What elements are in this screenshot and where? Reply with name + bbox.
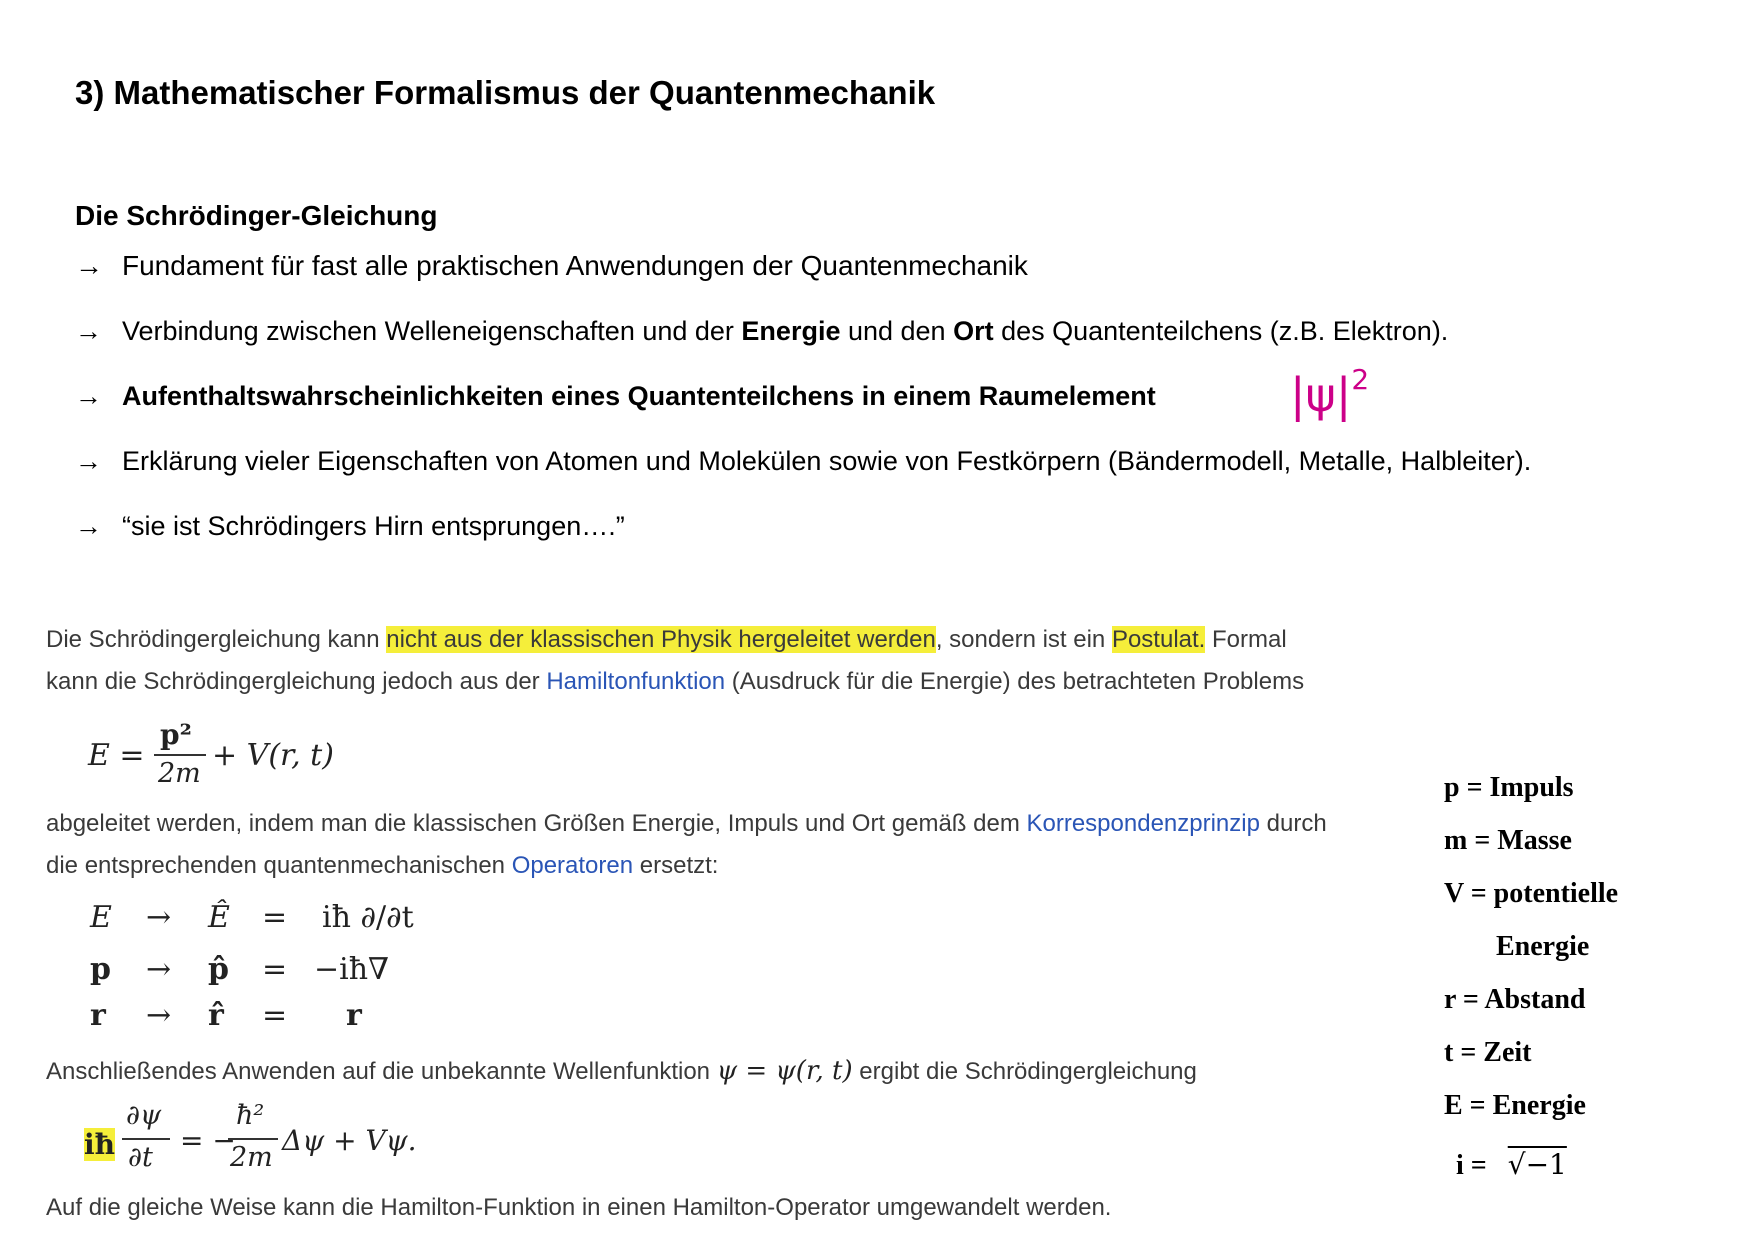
- bullet-erklaerung: → Erklärung vieler Eigenschaften von Atomen und Molekülen sowie von Festkörpern (Bändermodell, Metalle, Halbleiter).: [75, 446, 1532, 476]
- legend-i: i = √−1: [1456, 1148, 1567, 1181]
- link-korrespondenzprinzip[interactable]: Korrespondenzprinzip: [1026, 810, 1260, 837]
- excerpt-line-5: Anschließendes Anwenden auf die unbekannte Wellenfunktion ψ = ψ(r, t) ergibt die Schrödingergleichung: [46, 1056, 1197, 1086]
- bullet-fundament: → Fundament für fast alle praktischen Anwendungen der Quantenmechanik: [75, 250, 1028, 281]
- excerpt-line-2: kann die Schrödingergleichung jedoch aus der Hamiltonfunktion (Ausdruck für die Energie) des betrachteten Problems: [46, 668, 1305, 695]
- arrow-icon: →: [75, 250, 103, 281]
- arrow-icon: →: [75, 446, 102, 476]
- excerpt-line-3: abgeleitet werden, indem man die klassischen Größen Energie, Impuls und Ort gemäß dem Korrespondenzprinzip durch: [46, 810, 1327, 837]
- equation-schroedinger: iħ ∂ψ ∂t = − ħ² 2m Δψ + Vψ.: [84, 1100, 417, 1173]
- fraction-bar: [154, 754, 206, 756]
- highlight-postulat: Postulat.: [1111, 626, 1206, 653]
- section-heading: Die Schrödinger-Gleichung: [75, 200, 438, 231]
- legend-v: V = potentielle: [1444, 878, 1619, 909]
- legend-m: m = Masse: [1444, 825, 1572, 856]
- fraction-bar: [122, 1138, 170, 1140]
- highlight-ih: iħ: [84, 1128, 115, 1161]
- bullet-verbindung: → Verbindung zwischen Welleneigenschaften und der Energie und den Ort des Quantenteilchens (z.B. Elektron).: [75, 316, 1449, 346]
- arrow-icon: →: [75, 381, 102, 411]
- page-title: 3) Mathematischer Formalismus der Quantenmechanik: [75, 74, 936, 111]
- highlight-herleitung: nicht aus der klassischen Physik hergeleitet werden: [386, 626, 936, 653]
- excerpt-line-1: Die Schrödingergleichung kann nicht aus der klassischen Physik hergeleitet werden, sondern ist ein Postulat. Formal: [46, 626, 1287, 653]
- link-hamiltonfunktion[interactable]: Hamiltonfunktion: [546, 668, 726, 695]
- legend-v-cont: Energie: [1496, 931, 1590, 962]
- excerpt-line-6: Auf die gleiche Weise kann die Hamilton-Funktion in einen Hamilton-Operator umgewandelt werden.: [46, 1194, 1112, 1221]
- bullet-aufenthalt: → Aufenthaltswahrscheinlichkeiten eines Quantenteilchens in einem Raumelement: [75, 381, 1156, 411]
- bullet-zitat: → “sie ist Schrödingers Hirn entsprungen….”: [75, 511, 625, 541]
- legend-e: E = Energie: [1444, 1090, 1586, 1121]
- legend-p: p = Impuls: [1444, 772, 1574, 803]
- sqrt-icon: √−1: [1507, 1148, 1567, 1181]
- fraction-bar: [228, 1138, 278, 1140]
- link-operatoren[interactable]: Operatoren: [511, 852, 634, 879]
- arrow-icon: →: [75, 511, 102, 541]
- legend-t: t = Zeit: [1444, 1037, 1532, 1068]
- arrow-icon: →: [75, 316, 102, 346]
- excerpt-line-4: die entsprechenden quantenmechanischen Operatoren ersetzt:: [46, 852, 719, 879]
- legend-r: r = Abstand: [1444, 984, 1586, 1015]
- psi-squared-annotation: $|\psi|^2$: [1290, 362, 1370, 422]
- operator-table: E → Ê = iħ ∂/∂t p → p̂ = −iħ∇ r → r̂ = r: [90, 900, 414, 1033]
